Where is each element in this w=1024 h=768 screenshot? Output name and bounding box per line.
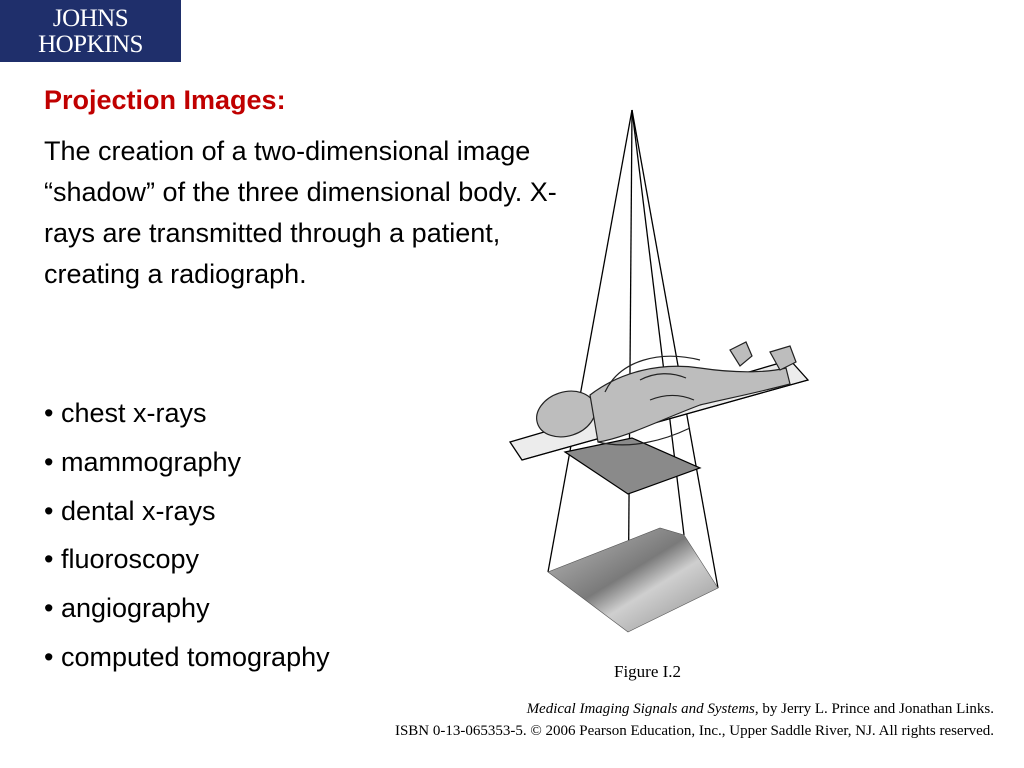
source-credit [395, 698, 994, 742]
credit-isbn-line: ISBN 0-13-065353-5. © 2006 Pearson Education, Inc., Upper Saddle River, NJ. All rights reserved. [394, 723, 994, 739]
modality-list [44, 389, 330, 682]
logo-name: JOHNS HOPKINS [38, 5, 143, 58]
list-item: • mammography [44, 446, 242, 477]
list-item: • computed tomography [44, 641, 330, 672]
list-item: • fluoroscopy [44, 544, 200, 575]
list-item: • angiography [44, 593, 210, 624]
university-logo [0, 0, 181, 73]
book-title: Medical Imaging Signals and Systems [526, 701, 755, 717]
x-ray-projection-patient-on-table-icon [500, 100, 840, 640]
logo-subtitle: UNIVERSITY [20, 63, 169, 73]
figure-caption: Figure I.2 [614, 662, 682, 681]
book-authors: , by Jerry L. Prince and Jonathan Links. [754, 701, 994, 717]
credit-line-1 [395, 698, 994, 720]
list-item: • dental x-rays [44, 495, 216, 526]
radiograph-shadow-image [548, 528, 718, 632]
slide-title: Projection Images: [44, 85, 286, 115]
slide-body-text: The creation of a two-dimensional image “shadow” of the three dimensional body. X-rays are transmitted through a patient, creating a radiograph. [44, 136, 557, 289]
list-item: • chest x-rays [44, 398, 207, 428]
detector-plate [565, 438, 700, 494]
